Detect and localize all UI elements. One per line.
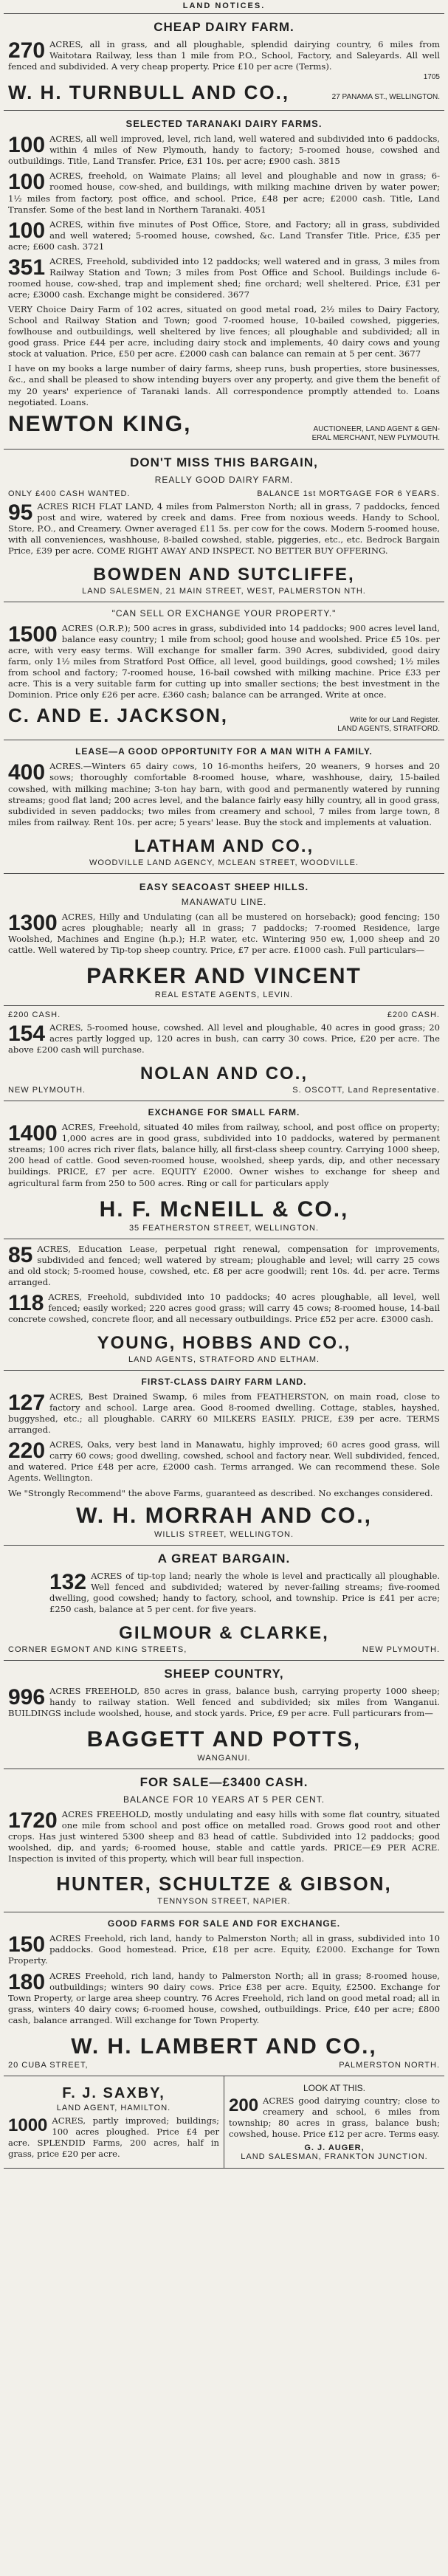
- bottom-two-ads: [4, 2076, 444, 2169]
- firm-address: LAND SALESMAN, FRANKTON JUNCTION.: [241, 2152, 428, 2162]
- ad-nolan: [4, 1006, 444, 1101]
- firm-address: [8, 1645, 440, 1654]
- ad-title: SHEEP COUNTRY,: [164, 1666, 284, 1681]
- advertiser: [8, 704, 440, 734]
- ad-text: ACRES.—Winters 65 dairy cows, 10 16-months heifers, 20 weaners, 9 horses and 20 sows; thoroughly comfortable 8-roomed house, whare, washhouse, dairy, 15-bailed cowshed, with milking machine; 3-ton hay barn, with good and permanently watered by running streams; good flat land; 200 acres level, and the balance fairly easy hilly country, all in good grass, subdivided in seven paddocks; two miles from creamery and school, 7 miles from large town, 8 miles from railway. Rent 10s. per acre; 5 years' lease. Buy the stock and implements at valuation.: [8, 761, 440, 827]
- firm-address: WANGANUI.: [197, 1754, 251, 1763]
- ad-title: A GREAT BARGAIN.: [157, 1551, 291, 1566]
- firm-address: LAND SALESMEN, 21 MAIN STREET, WEST, PALMERSTON NTH.: [82, 586, 366, 596]
- firm-address-line: Write for our Land Register.: [349, 716, 440, 725]
- ad-cheap-dairy-farm: [4, 13, 444, 111]
- terms-row: [8, 489, 440, 498]
- ad-baggett-potts: [4, 1661, 444, 1769]
- acreage: 100: [8, 133, 46, 158]
- ad-body: [8, 912, 440, 956]
- terms-right: £200 CASH.: [387, 1010, 440, 1019]
- ad-text: ACRES RICH FLAT LAND, 4 miles from Palmerston North; all in grass, 7 paddocks, fenced post and wire, watered by creek and dams. Free from noxious weeds. Handy to School, Store, P.O., and Creamery. Owner averaged £11 5s. per cow for the cows. Modern 5-roomed house, with all conveniences, washhouse, 8-bailed cowshed, stable, piggeries, etc., etc. Bedrock Bargain Price, £39 per acre. COME RIGHT AWAY AND INSPECT. NO BETTER BUY OFFERING.: [8, 500, 440, 556]
- ad-text: ACRES, Hilly and Undulating (can all be mustered on horseback); good fencing; 150 acres ploughable; nearly all in grass; 7 paddocks; 7-roomed Residence, large Woolshed, Machines and Engine (h.p.); H.P. water, etc. Wintering 950 ew, 1,000 sheep and 20 cattle. Well watered by Tip-top sheep country. Price, £7 per acre. £1000 cash. Full particulars—: [8, 911, 440, 955]
- terms-right: BALANCE 1st MORTGAGE FOR 6 YEARS.: [257, 489, 440, 498]
- firm-name: PARKER AND VINCENT: [86, 964, 362, 988]
- ad-item: [8, 171, 440, 215]
- firm-address: 27 PANAMA ST., WELLINGTON.: [331, 93, 440, 102]
- firm-address-line: LAND AGENTS, STRATFORD.: [337, 725, 440, 734]
- firm-address-left: 20 CUBA STREET,: [8, 2060, 89, 2070]
- ad-text: ACRES good dairying country; close to creamery and school, 6 miles from township; 80 acres in grass, balance bush; cowshed, house. Price £12 per acre. Terms easy.: [229, 2095, 440, 2139]
- ad-item: [8, 1292, 440, 1325]
- firm-address-line: ERAL MERCHANT, NEW PLYMOUTH.: [311, 433, 440, 442]
- firm-address: [8, 1086, 440, 1095]
- acreage: 400: [8, 760, 46, 785]
- ad-text: ACRES, within five minutes of Post Office, Store, and Factory; all in grass, subdivided and well watered; 5-roomed house, cowshed, &c. Land Transfer Title. Price, £35 per acre; £600 cash. 3721: [8, 218, 440, 252]
- ad-text: ACRES, partly improved; buildings; 100 acres ploughed. Price £4 per acre. SPLENDID Farms, 200 acres, half in grass, price £20 per acre.: [8, 2115, 219, 2159]
- ad-body: [229, 2095, 440, 2140]
- firm-name: GILMOUR & CLARKE,: [119, 1622, 329, 1643]
- ad-text: ACRES, Best Drained Swamp, 6 miles from FEATHERSTON, on main road, close to factory and school. Large area. Good 8-roomed dwelling. Cottage, stables, hayshed, buggyshed, etc.; all ploughable. CARRY 60 MILKERS EASILY. PRICE, £39 per acre. TERMS arranged.: [8, 1391, 440, 1436]
- ad-text: ACRES, all in grass, and all ploughable, splendid dairying country, 6 miles from Waitotara Railway, less than 1 mile from P.O., School, Factory, and Saleyards. All well fenced and subdivided. A very cheap property. Price £10 per acre (Terms).: [8, 39, 440, 72]
- acreage: 1000: [8, 2115, 48, 2135]
- ad-jackson: [4, 602, 444, 740]
- ad-title: "CAN SELL OR EXCHANGE YOUR PROPERTY.": [111, 607, 337, 619]
- ad-subtitle: BALANCE FOR 10 YEARS AT 5 PER CENT.: [123, 1794, 325, 1805]
- ad-text: ACRES FREEHOLD, mostly undulating and easy hills with some flat country, situated one mile from school and post office on metalled road. Grows good root and other crops. Has just wintered 5300 sheep and 83 head of cattle. Subdivided into 12 paddocks; good woolshed, dip, and yards; 6-roomed house, stable and cattle yards. PRICE—£9 PER ACRE. Inspection is invited of this property, which will bear full inspection.: [8, 1809, 440, 1864]
- ad-text: ACRES Freehold, rich land, handy to Palmerston North; all in grass, subdivided into 10 paddocks. Good homestead. Price, £18 per acre. Equity, £2000. Exchange for Town Property.: [8, 1933, 440, 1966]
- acreage: 220: [8, 1439, 46, 1464]
- ad-text: ACRES Freehold, rich land, handy to Palmerston North; all in grass; 8-roomed house, outbuildings; winters 90 dairy cows. Price £38 per acre. Equity, £2500. Exchange for Town Property, or large area sheep country. 76 Acres Freehold, rich land on good metal road; all in grass, winters 40 dairy cows; 6-roomed house, cowshed, outbuildings. Price, £40 per acre; £800 cash, balance arranged. Will exchange for Town Property.: [8, 1970, 440, 2025]
- ad-text: ACRES, Freehold, situated 40 miles from railway, school, and post office on property; 1,000 acres are in good grass, subdivided into 10 paddocks, watered by permanent streams; 100 acres rich river flats, balance hilly, all first-class sheep country. Carrying 1000 sheep, 200 head of cattle. Good seven-roomed house, woolshed, sheep yards, dip, and other necessary buildings. PRICE, £7 per acre. EQUITY £2000. Owner wishes to exchange for sheep and agricultural farm from 250 to 500 acres. Ring or call for particulars apply: [8, 1122, 440, 1188]
- acreage: 1300: [8, 910, 58, 935]
- firm-name: W. H. MORRAH AND CO.,: [76, 1503, 372, 1528]
- ad-title: FIRST-CLASS DAIRY FARM LAND.: [141, 1377, 307, 1387]
- firm-address: [8, 2061, 440, 2070]
- acreage: 127: [8, 1391, 46, 1415]
- firm-address: TENNYSON STREET, NAPIER.: [157, 1897, 291, 1907]
- firm-address: WOODVILLE LAND AGENCY, MCLEAN STREET, WOODVILLE.: [89, 858, 359, 867]
- acreage: 996: [8, 1684, 46, 1709]
- firm-address-right: NEW PLYMOUTH.: [362, 1645, 440, 1654]
- ad-body: [8, 1809, 440, 1864]
- ad-body: [8, 2115, 219, 2160]
- firm-address-line: AUCTIONEER, LAND AGENT & GEN-: [313, 424, 440, 433]
- acreage: 132: [49, 1569, 87, 1594]
- firm-name: F. J. SAXBY,: [62, 2084, 165, 2101]
- ad-body: [8, 39, 440, 72]
- firm-name: HUNTER, SCHULTZE & GIBSON,: [56, 1873, 392, 1895]
- ad-item: [8, 1244, 440, 1288]
- ad-title: SELECTED TARANAKI DAIRY FARMS.: [125, 118, 323, 130]
- firm-address: WILLIS STREET, WELLINGTON.: [154, 1529, 294, 1539]
- firm-address: 35 FEATHERSTON STREET, WELLINGTON.: [128, 1223, 320, 1233]
- acreage: 95: [8, 500, 33, 525]
- advertiser: [8, 412, 440, 443]
- terms-left: £200 CASH.: [8, 1010, 61, 1019]
- ad-gilmour-clarke: [4, 1546, 444, 1661]
- firm-name: YOUNG, HOBBS AND CO.,: [97, 1333, 351, 1353]
- ad-auger: [224, 2076, 444, 2168]
- ad-lambert: [4, 1912, 444, 2076]
- ad-title: GOOD FARMS FOR SALE AND FOR EXCHANGE.: [107, 1918, 341, 1929]
- ad-lease: [4, 740, 444, 873]
- acreage: 1720: [8, 1808, 58, 1833]
- firm-name: H. F. McNEILL & CO.,: [99, 1196, 349, 1222]
- ad-title: LOOK AT THIS.: [303, 2082, 366, 2093]
- ad-hunter-schultze: [4, 1769, 444, 1912]
- ad-item: [8, 1439, 440, 1484]
- ad-item: [8, 219, 440, 252]
- acreage: 100: [8, 170, 46, 195]
- ad-item: [8, 1971, 440, 2026]
- ad-taranaki-farms: [4, 111, 444, 449]
- firm-address-right: S. OSCOTT, Land Representative.: [292, 1086, 440, 1095]
- ad-body: [8, 501, 440, 557]
- ad-text: VERY Choice Dairy Farm of 102 acres, situated on good metal road, 2½ miles to Dairy Factory, School and Railway Station and Town; good 7-roomed house, 10-bailed cowshed, piggeries, fowlhouse and outbuildings, well sheltered by live fences; all ploughable and subdivided; all in good grass. Price £44 per acre, including dairy stock and implements, 40 dairy cows and young stock at valuation. Price, £50 per acre. £2000 cash can balance can remain at 5 per cent. 3677: [8, 304, 440, 359]
- ad-text: I have on my books a large number of dairy farms, sheep runs, bush properties, store businesses, &c., and shall be pleased to show intending buyers over any property, and give them the benefit of my 20 years' experience of Taranaki lands. All correspondence promptly attended to. Loans negotiated. Loans.: [8, 363, 440, 407]
- firm-address: LAND AGENT, HAMILTON.: [56, 2103, 171, 2112]
- ad-text: ACRES, Freehold, subdivided into 12 paddocks; well watered and in grass, 3 miles from Railway Station and Town; 3 miles from Post Office and School. Buildings include 6-roomed house, cow-shed, trap and implement shed; fine orchard; well sheltered. Price, £31 per acre; £3000 cash. Exchange might be considered. 3677: [8, 255, 440, 300]
- ad-text: ACRES, Education Lease, perpetual right renewal, compensation for improvements, subdivided and fenced; well watered by stream; ploughable and level; will carry 25 cows and old stock; 5-roomed house, cowshed, etc. £8 per acre goodwill; rent 10s. 4d. per acre. Terms arranged.: [8, 1243, 440, 1287]
- ad-title: LEASE—A GOOD OPPORTUNITY FOR A MAN WITH A FAMILY.: [75, 746, 373, 757]
- acreage: 100: [8, 218, 46, 243]
- ad-body: [8, 1122, 440, 1188]
- ad-title: EASY SEACOAST SHEEP HILLS.: [139, 881, 309, 892]
- acreage: 180: [8, 1969, 46, 1994]
- ad-subtitle: REALLY GOOD DAIRY FARM.: [154, 474, 294, 485]
- acreage: 85: [8, 1242, 33, 1267]
- firm-name: BOWDEN AND SUTCLIFFE,: [93, 564, 355, 585]
- acreage: 1400: [8, 1121, 58, 1146]
- ad-text: We "Strongly Recommend" the above Farms, guaranteed as described. No exchanges considered.: [8, 1487, 433, 1498]
- ad-item: [8, 363, 440, 407]
- column-header: LAND NOTICES.: [182, 1, 266, 10]
- ad-text: ACRES FREEHOLD, 850 acres in grass, balance bush, carrying property 1000 sheep; handy to railway station. Well fenced and subdivided; six miles from Wanganui. BUILDINGS include woolshed, house, and stock yards. Price, £9 per acre. Full particurars from—: [8, 1685, 440, 1718]
- ad-item: [8, 134, 440, 167]
- acreage: 150: [8, 1932, 46, 1957]
- ad-text: ACRES, all well improved, level, rich land, well watered and subdivided into 6 paddocks, within 4 miles of New Plymouth, handy to factory; 5-roomed house, cowshed and outbuildings. Title, Land Transfer. Price, £31 10s. per acre; £900 cash. 3815: [8, 134, 440, 167]
- ad-young-hobbs: [4, 1239, 444, 1371]
- terms-left: ONLY £400 CASH WANTED.: [8, 489, 131, 498]
- ad-item: [8, 256, 440, 300]
- firm-name: LATHAM AND CO.,: [134, 836, 314, 856]
- acreage: 1500: [8, 621, 58, 647]
- land-notices-column: [4, 0, 444, 2169]
- firm-name: NOLAN AND CO.,: [139, 1064, 309, 1084]
- acreage: 351: [8, 255, 46, 280]
- ad-subtitle: MANAWATU LINE.: [181, 896, 267, 907]
- terms-row: [8, 1010, 440, 1019]
- firm-address: [337, 716, 440, 734]
- ad-title: EXCHANGE FOR SMALL FARM.: [148, 1107, 300, 1118]
- firm-name: C. AND E. JACKSON,: [8, 704, 228, 727]
- ad-body: [8, 1686, 440, 1719]
- acreage: 270: [8, 38, 46, 63]
- ad-saxby: [4, 2076, 224, 2168]
- ad-text: ACRES, freehold, on Waimate Plains; all level and ploughable and now in grass; 6-roomed house, cow-shed, and buildings, with milking machine driven by water power; 1½ miles from factory, post office, and school. Price, £48 per acre; £2000 cash. Title, Land Transfer. Some of the best land in Northern Taranaki. 4051: [8, 171, 440, 215]
- ad-easy-seacoast: [4, 874, 444, 1006]
- firm-address: REAL ESTATE AGENTS, LEVIN.: [154, 991, 294, 999]
- firm-address: LAND AGENTS, STRATFORD AND ELTHAM.: [128, 1355, 320, 1364]
- ad-text: ACRES, Oaks, very best land in Manawatu, highly improved; 60 acres good grass, will carry 60 cows; good dwelling, cowshed, school and factory near. Well subdivided, fenced, and watered. Price £48 per acre, £2000 cash. Terms arranged. We can recommend these. Sole Agents. Wellington.: [8, 1439, 440, 1484]
- acreage: 118: [8, 1290, 44, 1315]
- ad-text: ACRES of tip-top land; nearly the whole is level and practically all ploughable. Well fenced and subdivided; watered by never-failing streams; five-roomed dwelling, good cowshed; handy to factory, school, and township. Price is £41 per acre; £250 cash, balance at 5 per cent. for five years.: [49, 1570, 440, 1614]
- ad-item: [8, 1933, 440, 1966]
- ad-body: [8, 1022, 440, 1055]
- ad-body: [8, 1571, 440, 1615]
- ad-text: ACRES, 5-roomed house, cowshed. All level and ploughable, 40 acres in good grass; 20 acres partly logged up, 120 acres in bush, can carry 30 cows. Price, £20 per acre. The above £200 cash will purchase.: [8, 1022, 440, 1055]
- ad-item: [8, 304, 440, 359]
- ad-title: FOR SALE—£3400 CASH.: [139, 1775, 309, 1789]
- ad-text: ACRES, Freehold, subdivided into 10 paddocks; 40 acres ploughable, all level, well fenced; easily worked; 220 acres good grass; will carry 45 cows; 8-roomed house, 14-bail concrete cowshed, concrete floor, and all necessary outbuildings. Price £52 per acre. £3000 cash.: [8, 1291, 440, 1324]
- firm-name: W. H. LAMBERT AND CO.,: [71, 2033, 377, 2059]
- ad-morrah: [4, 1371, 444, 1546]
- ad-dont-miss-bargain: [4, 450, 444, 602]
- ad-title: CHEAP DAIRY FARM.: [154, 20, 294, 34]
- firm-address-left: CORNER EGMONT AND KING STREETS,: [8, 1645, 187, 1654]
- ad-body: [8, 623, 440, 700]
- ad-item: [8, 1488, 440, 1499]
- ad-mcneill: [4, 1101, 444, 1239]
- firm-name: W. H. TURNBULL AND CO.,: [8, 81, 290, 104]
- firm-name: BAGGETT AND POTTS,: [86, 1727, 362, 1752]
- firm-address-right: PALMERSTON NORTH.: [339, 2060, 440, 2070]
- firm-address: [312, 425, 440, 443]
- acreage: 154: [8, 1022, 46, 1046]
- firm-name: NEWTON KING,: [8, 411, 192, 436]
- acreage: 200: [229, 2095, 259, 2115]
- firm-address-left: NEW PLYMOUTH.: [8, 1086, 86, 1095]
- ad-text: ACRES (O.R.P.); 500 acres in grass, subdivided into 14 paddocks; 900 acres level land, balance easy country; 1 mile from school; good house and woolshed. Price £5 10s. per acre, with very easy terms. Will exchange for smaller farm. 390 Acres, subdivided, good dairy farm, only 1½ miles from Stratford Post Office, all level, good buildings, good cowshed; 1½ miles from school and factory; 7-roomed house, 16-bail cowshed with milking machine. Price £33 per acre. This is a very suitable farm for cutting up into smaller sections; the best investment in the Dominion. Price only £26 per acre. £360 cash; balance can be arranged. Write at once.: [8, 622, 440, 700]
- firm-name: G. J. AUGER,: [304, 2143, 365, 2153]
- ad-ref: 1705: [423, 73, 440, 82]
- ad-item: [8, 1391, 440, 1436]
- advertiser: [8, 81, 440, 104]
- ad-body: [8, 761, 440, 827]
- ad-title: DON'T MISS THIS BARGAIN,: [130, 455, 318, 469]
